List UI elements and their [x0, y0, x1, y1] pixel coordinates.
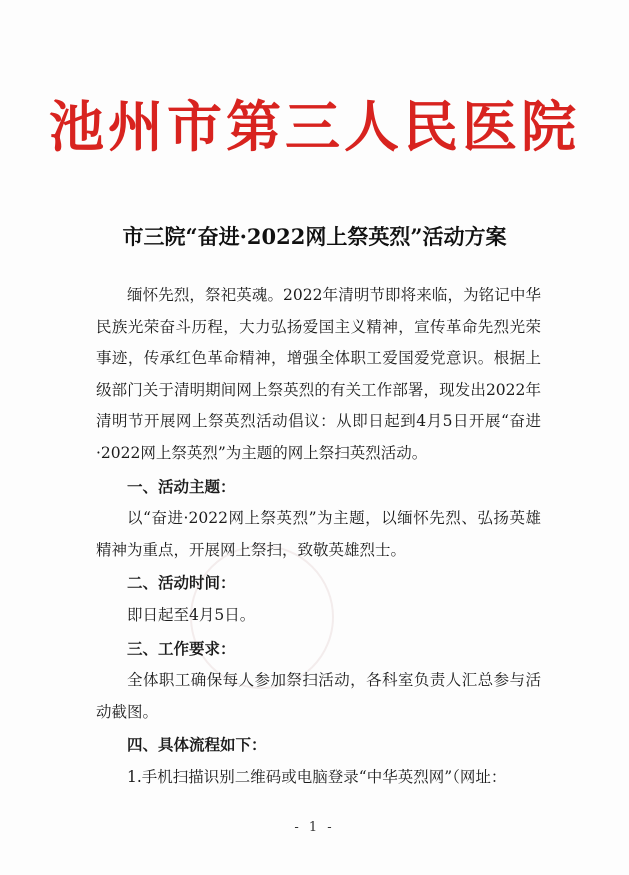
page-number: - 1 -: [294, 820, 335, 835]
section-heading-theme: 一、活动主题：: [127, 477, 236, 496]
section-content-requirements: 全体职工确保每人参加祭扫活动，各科室负责人汇总参与活动截图。: [96, 671, 541, 721]
section-content-process-step-1: 1.手机扫描识别二维码或电脑登录“中华英烈网”（网址：: [127, 767, 507, 786]
hospital-masthead: 池州市第三人民医院: [48, 94, 580, 159]
document-title: 市三院“奋进·2022网上祭英烈”活动方案: [122, 224, 507, 249]
section-content-time: 即日起至4月5日。: [127, 605, 256, 624]
section-heading-process: 四、具体流程如下：: [127, 736, 267, 755]
section-heading-requirements: 三、工作要求：: [127, 639, 236, 658]
document-body: [96, 280, 541, 794]
section-heading-time: 二、活动时间：: [127, 574, 236, 593]
intro-paragraph: 缅怀先烈，祭祀英魂。2022年清明节即将来临，为铭记中华民族光荣奋斗历程，大力弘扬爱国主义精神，宣传革命先烈光荣事迹，传承红色革命精神，增强全体职工爱国爱党意识。根据上级部门关于清明期间网上祭英烈的有关工作部署，现发出2022年清明节开展网上祭英烈活动倡议：从即日起到4月5日开展“奋进·2022网上祭英烈”为主题的网上祭扫英烈活动。: [96, 286, 541, 462]
section-content-theme: 以“奋进·2022网上祭英烈”为主题，以缅怀先烈、弘扬英雄精神为重点，开展网上祭扫，致敬英雄烈士。: [96, 509, 541, 559]
